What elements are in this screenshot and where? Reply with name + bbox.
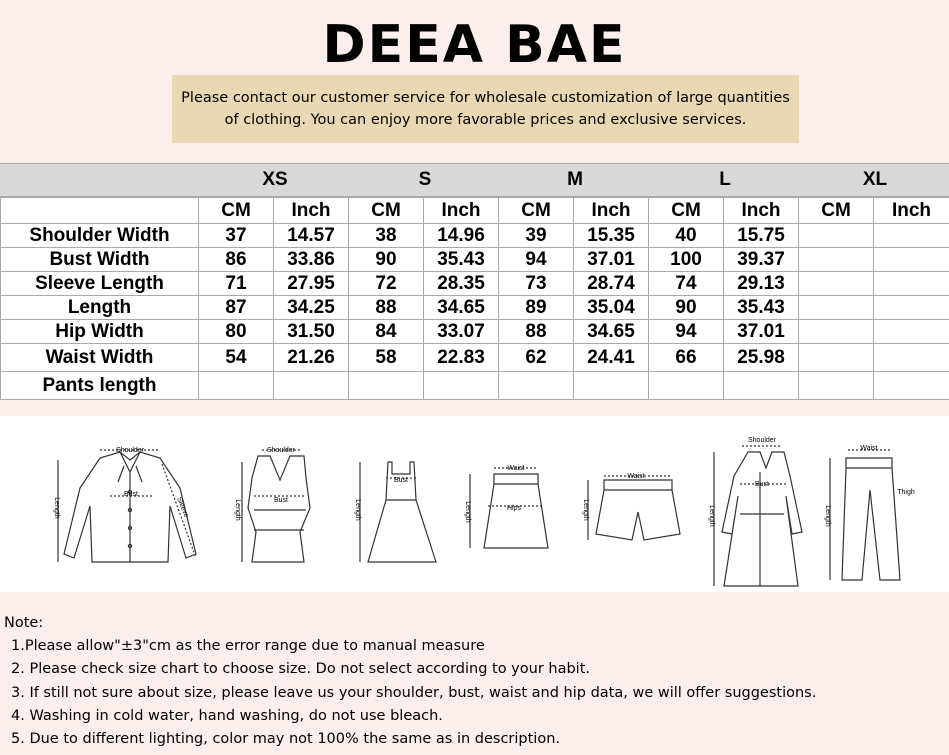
- table-cell: 35.43: [424, 248, 499, 272]
- table-cell: 27.95: [274, 272, 349, 296]
- measurement-table: [0, 197, 949, 400]
- table-cell: [799, 224, 874, 248]
- row-label: Sleeve Length: [1, 272, 199, 296]
- table-cell: [874, 224, 949, 248]
- table-cell: 58: [349, 344, 424, 372]
- skirt-diagram: [464, 465, 548, 548]
- table-row: [1, 296, 949, 320]
- table-cell: 88: [349, 296, 424, 320]
- pants-diagram: [824, 445, 915, 580]
- blouse-diagram: [53, 447, 196, 562]
- thigh-label: Thigh: [897, 489, 915, 496]
- table-cell: 39: [499, 224, 574, 248]
- row-label: Pants length: [1, 372, 199, 400]
- table-cell: [874, 272, 949, 296]
- bust-label-2: Bust: [273, 497, 289, 504]
- table-cell: 35.04: [574, 296, 649, 320]
- size-s: S: [418, 169, 432, 190]
- table-cell: [724, 372, 799, 400]
- table-cell: [799, 344, 874, 372]
- note-line: 2. Please check size chart to choose size. Do not select according to your habit.: [11, 661, 591, 678]
- table-cell: 33.86: [274, 248, 349, 272]
- unit-header-inch: Inch: [274, 198, 349, 224]
- table-cell: 29.13: [724, 272, 799, 296]
- waist-label-2: Waist: [627, 473, 645, 480]
- table-row: [1, 272, 949, 296]
- table-cell: 94: [499, 248, 574, 272]
- table-cell: 14.96: [424, 224, 499, 248]
- table-cell: 34.65: [574, 320, 649, 344]
- row-label: Waist Width: [1, 344, 199, 372]
- table-cell: [424, 372, 499, 400]
- table-cell: 89: [499, 296, 574, 320]
- table-cell: 74: [649, 272, 724, 296]
- size-m: M: [567, 169, 583, 190]
- unit-header-cm: CM: [349, 198, 424, 224]
- row-label: Shoulder Width: [1, 224, 199, 248]
- table-cell: 35.43: [724, 296, 799, 320]
- waist-label-3: Waist: [860, 445, 878, 452]
- unit-header-blank: [1, 198, 199, 224]
- table-cell: [274, 372, 349, 400]
- shoulder-label: Shoulder: [115, 447, 145, 454]
- table-cell: 87: [199, 296, 274, 320]
- table-cell: 37.01: [724, 320, 799, 344]
- row-label: Length: [1, 296, 199, 320]
- table-cell: [874, 372, 949, 400]
- size-chart: [0, 163, 949, 400]
- table-cell: 100: [649, 248, 724, 272]
- unit-header-inch: Inch: [424, 198, 499, 224]
- note-line: 3. If still not sure about size, please leave us your shoulder, bust, waist and hip data, we will offer suggestions.: [11, 684, 817, 701]
- row-label: Hip Width: [1, 320, 199, 344]
- note-line: 1.Please allow"±3"cm as the error range due to manual measure: [11, 638, 485, 655]
- waist-label: Waist: [507, 465, 525, 472]
- unit-header-cm: CM: [199, 198, 274, 224]
- table-cell: [649, 372, 724, 400]
- table-cell: 34.65: [424, 296, 499, 320]
- length-label-4: Length: [464, 501, 471, 523]
- wholesale-banner-text: Please contact our customer service for wholesale customization of large quantities of clothing. You can enjoy more favorable prices and exclusive services.: [181, 90, 790, 128]
- table-cell: 94: [649, 320, 724, 344]
- brand-logo: DEEA BAE: [322, 15, 627, 75]
- wholesale-banner: [172, 75, 799, 143]
- table-cell: 15.35: [574, 224, 649, 248]
- table-cell: 38: [349, 224, 424, 248]
- table-cell: [799, 372, 874, 400]
- table-cell: 33.07: [424, 320, 499, 344]
- bust-label-4: Bust: [754, 481, 770, 488]
- sleeve-label: Sleeve: [175, 496, 190, 519]
- table-cell: 37.01: [574, 248, 649, 272]
- notes-section: [0, 612, 949, 751]
- notes-title: Note:: [4, 615, 44, 631]
- unit-header-inch: Inch: [724, 198, 799, 224]
- table-cell: 31.50: [274, 320, 349, 344]
- note-line: 4. Washing in cold water, hand washing, do not use bleach.: [11, 707, 443, 724]
- hips-label: Hips: [506, 505, 522, 512]
- table-cell: 25.98: [724, 344, 799, 372]
- vest-diagram: [234, 447, 310, 562]
- measurement-diagrams: [0, 416, 949, 592]
- table-cell: 22.83: [424, 344, 499, 372]
- table-cell: 21.26: [274, 344, 349, 372]
- table-cell: [499, 372, 574, 400]
- table-cell: [874, 296, 949, 320]
- length-label-7: Length: [824, 505, 831, 527]
- size-header-row: [0, 163, 949, 197]
- bust-label-3: Bust: [393, 477, 409, 484]
- unit-header-cm: CM: [799, 198, 874, 224]
- table-cell: 37: [199, 224, 274, 248]
- table-cell: [199, 372, 274, 400]
- table-cell: 28.74: [574, 272, 649, 296]
- table-cell: [874, 344, 949, 372]
- table-cell: 62: [499, 344, 574, 372]
- size-xl: XL: [862, 169, 888, 190]
- table-cell: 84: [349, 320, 424, 344]
- length-label-2: Length: [234, 499, 241, 521]
- table-cell: 90: [349, 248, 424, 272]
- table-cell: 24.41: [574, 344, 649, 372]
- length-label-3: Length: [354, 499, 361, 521]
- unit-header-inch: Inch: [874, 198, 949, 224]
- unit-header-cm: CM: [499, 198, 574, 224]
- shoulder-label-2: Shoulder: [266, 447, 296, 454]
- table-cell: [799, 296, 874, 320]
- shoulder-label-3: Shoulder: [747, 437, 777, 444]
- bust-label: Bust: [123, 491, 139, 498]
- table-row: [1, 372, 949, 400]
- size-l: L: [719, 169, 731, 190]
- unit-header-row: [1, 198, 949, 224]
- table-row: [1, 344, 949, 372]
- unit-header-inch: Inch: [574, 198, 649, 224]
- coat-diagram: [708, 437, 802, 586]
- shorts-diagram: [582, 473, 680, 540]
- table-cell: 80: [199, 320, 274, 344]
- table-cell: 66: [649, 344, 724, 372]
- table-cell: 71: [199, 272, 274, 296]
- table-cell: [799, 272, 874, 296]
- table-row: [1, 224, 949, 248]
- size-xs: XS: [262, 169, 288, 190]
- table-cell: 39.37: [724, 248, 799, 272]
- table-cell: 14.57: [274, 224, 349, 248]
- table-row: [1, 248, 949, 272]
- table-cell: 15.75: [724, 224, 799, 248]
- table-cell: 40: [649, 224, 724, 248]
- table-cell: [574, 372, 649, 400]
- table-cell: [799, 320, 874, 344]
- row-label: Bust Width: [1, 248, 199, 272]
- table-row: [1, 320, 949, 344]
- table-cell: 28.35: [424, 272, 499, 296]
- table-cell: 73: [499, 272, 574, 296]
- table-cell: [349, 372, 424, 400]
- table-cell: 72: [349, 272, 424, 296]
- size-header-blank: [0, 164, 200, 196]
- table-cell: [874, 248, 949, 272]
- length-label-6: Length: [708, 505, 715, 527]
- note-line: 5. Due to different lighting, color may not 100% the same as in description.: [11, 731, 561, 748]
- length-label-5: Length: [582, 499, 589, 521]
- length-label: Length: [53, 497, 60, 519]
- table-cell: 90: [649, 296, 724, 320]
- table-cell: [799, 248, 874, 272]
- table-cell: [874, 320, 949, 344]
- table-cell: 54: [199, 344, 274, 372]
- table-cell: 34.25: [274, 296, 349, 320]
- table-cell: 88: [499, 320, 574, 344]
- dress-diagram: [354, 462, 436, 562]
- table-cell: 86: [199, 248, 274, 272]
- unit-header-cm: CM: [649, 198, 724, 224]
